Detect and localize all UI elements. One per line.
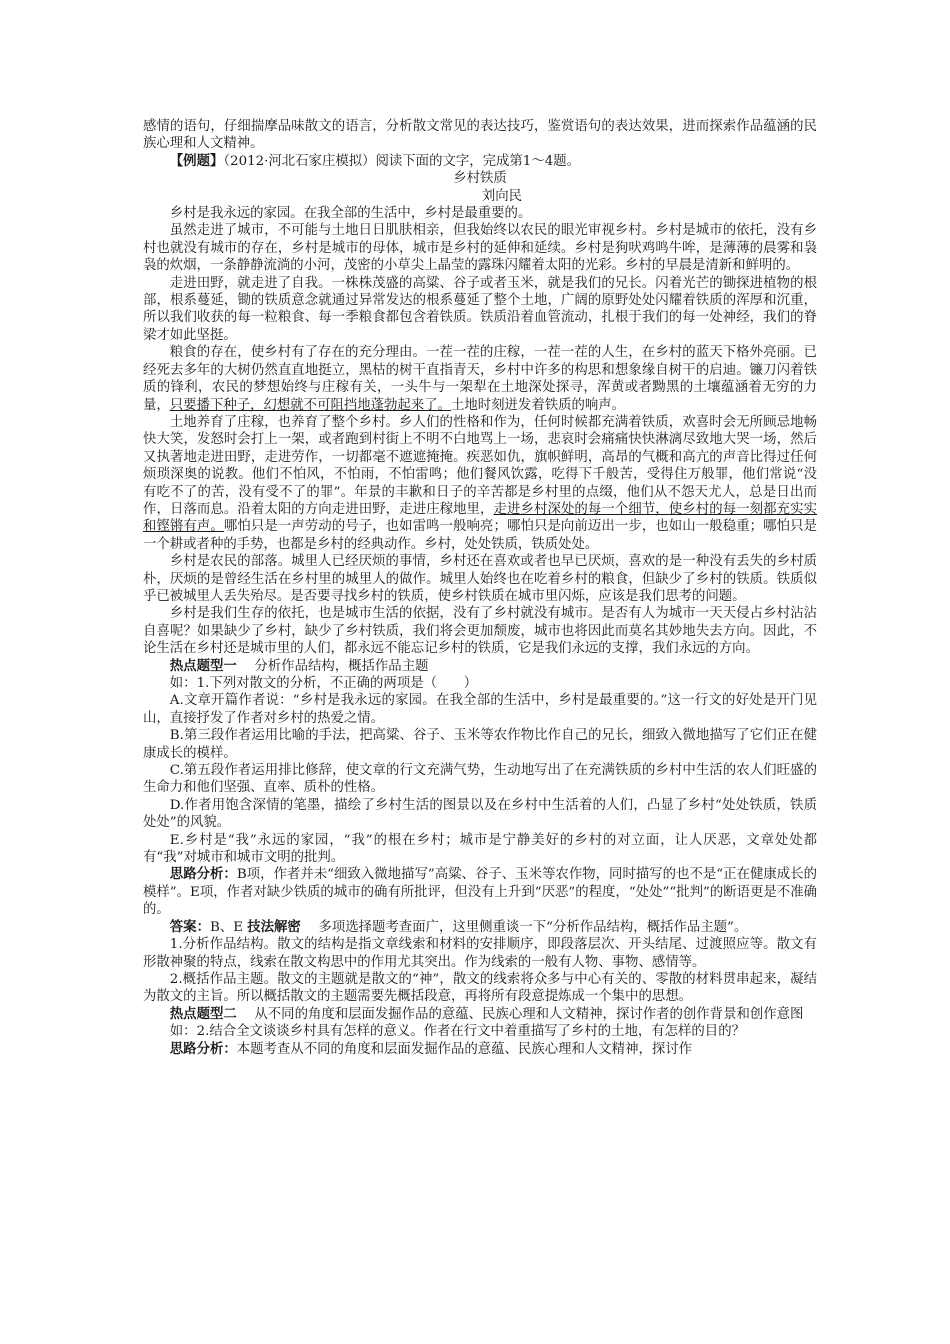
option-e: E.乡村是“我”永远的家园，“我”的根在乡村；城市是宁静美好的乡村的对立面，让人厌恶，文章处处都有“我”对城市和城市文明的批判。 [143, 832, 817, 866]
article-author: 刘向民 [481, 188, 523, 204]
analysis-1-label: 思路分析： [169, 866, 237, 883]
article-paragraph-5 [143, 414, 817, 553]
intro-text: 感情的语句，仔细揣摩品味散文的语言，分析散文常见的表达技巧，鉴赏语句的表达效果，进而探索作品蕴涵的民族心理和人文精神。 [143, 119, 817, 152]
paragraph-5-text-a: 土地养育了庄稼，也养育了整个乡村。乡人们的性格和作为，任何时候都充满着铁质，欢喜时会无所顾忌地畅快大笑，发怒时会打上一架，或者跑到村街上不明不白地骂上一场，悲哀时会痛痛快快淋漓尽致地大哭一场，然后又执著地走进田野，走进劳作，一切都毫不遮遮掩掩。疾恶如仇，旗帜鲜明，高昂的气概和高亢的声音比得过任何烦琐深奥的说教。他们不怕风，不怕雨，不怕雷鸣；他们餐风饮露，吃得下千般苦，受得住万般罪，他们常说“没有吃不了的苦，没有受不了的罪”。年景的丰歉和日子的辛苦都是乡村里的点缀，他们从不怨天尤人，总是日出而作，日落而息。沿着太阳的方向走进田野，走进庄稼地里， [143, 414, 817, 517]
option-a: A.文章开篇作者说：“乡村是我永远的家园。在我全部的生活中，乡村是最重要的。”这一行文的好处是开门见山，直接抒发了作者对乡村的热爱之情。 [143, 693, 817, 726]
article-title: 乡村铁质 [453, 171, 507, 187]
paragraph-4-text-b: 土地时刻迸发着铁质的响声。 [450, 397, 626, 413]
article-paragraph-4 [143, 344, 817, 414]
example-heading [143, 153, 817, 170]
hot-type-2-heading [143, 1006, 817, 1023]
answer-value: B、E [209, 919, 243, 935]
article-paragraph-2: 虽然走进了城市，不可能与土地日日肌肤相亲，但我始终以农民的眼光审视乡村。乡村是城市的依托，没有乡村也就没有城市的存在，乡村是城市的母体，城市是乡村的延伸和延续。乡村是狗吠鸡鸣牛哞，是薄薄的晨雾和袅袅的炊烟，一条静静流淌的小河，茂密的小草尖上晶莹的露珠闪耀着太阳的光彩。乡村的早晨是清新和鲜明的。 [143, 223, 817, 274]
article-paragraph-7: 乡村是我们生存的依托，也是城市生活的依据，没有了乡村就没有城市。是否有人为城市一天天侵占乡村沾沾自喜呢？如果缺少了乡村，缺少了乡村铁质，我们将会更加颓废，城市也将因此而莫名其妙地失去方向。因此，不论生活在乡村还是城市里的人们，都永远不能忘记乡村的铁质，它是我们永远的支撑，我们永远的方向。 [143, 606, 817, 657]
option-b: B.第三段作者运用比喻的手法，把高粱、谷子、玉米等农作物比作自己的兄长，细致入微地描写了它们正在健康成长的模样。 [143, 728, 817, 761]
article-paragraph-6: 乡村是农民的部落。城里人已经厌烦的事情，乡村还在喜欢或者也早已厌烦，喜欢的是一种没有丢失的乡村质朴，厌烦的是曾经生活在乡村里的城里人的做作。城里人始终也在吃着乡村的粮食，但缺少了乡村的铁质。铁质似乎已被城里人丢失殆尽。是否要寻找乡村的铁质，使乡村铁质在城市里闪烁，应该是我们思考的问题。 [143, 554, 817, 604]
article-paragraph-1: 乡村是我永远的家园。在我全部的生活中，乡村是最重要的。 [169, 206, 532, 222]
article-paragraph-3: 走进田野，就走进了自我。一株株茂盛的高粱、谷子或者玉米，就是我们的兄长。闪着光芒的锄探进植物的根部，根系蔓延，锄的铁质意念就通过异常发达的根系蔓延了整个土地，广阔的原野处处闪耀着铁质的浑厚和沉重，所以我们收获的每一粒粮食、每一季粮食都包含着铁质。铁质沿着血管流动，扎根于我们的每一处神经，我们的脊梁才如此坚挺。 [143, 275, 817, 343]
analysis-1 [143, 866, 817, 918]
answer-label: 答案： [169, 918, 210, 935]
underlined-sentence-2: 走进乡村深处的每一个细节，使乡村的每一刻都充实实和铿锵有声。 [143, 501, 818, 535]
document-page [143, 118, 817, 1058]
skill-label: 技法解密 [247, 918, 301, 935]
answer-1 [143, 919, 817, 936]
point-1: 1.分析作品结构。散文的结构是指文章线索和材料的安排顺序，即段落层次、开头结尾、过渡照应等。散文有形散神聚的特点，线索在散文构思中的作用尤其突出。作为线索的一般有人物、事物、感情等。 [143, 937, 817, 970]
example-text: （2012·河北石家庄模拟）阅读下面的文字，完成第1～4题。 [223, 153, 581, 169]
example-label: 【例题】 [169, 152, 224, 169]
hot-type-1-heading [143, 658, 817, 675]
paragraph-5-text-b: 哪怕只是一声劳动的号子，也如雷鸣一般响亮；哪怕只是向前迈出一步，也如山一般稳重；哪怕只是一个耕或者种的手势，也都是乡村的经典动作。乡村，处处铁质，铁质处处。 [143, 519, 817, 552]
option-c: C.第五段作者运用排比修辞，使文章的行文充满气势，生动地写出了在充满铁质的乡村中生活的农人们旺盛的生命力和他们坚强、直率、质朴的性格。 [143, 763, 817, 796]
question-2: 如：2.结合全文谈谈乡村具有怎样的意义。作者在行文中着重描写了乡村的土地，有怎样的目的？ [169, 1024, 745, 1040]
hot-type-1-title: 分析作品结构，概括作品主题 [254, 658, 429, 674]
point-2: 2.概括作品主题。散文的主题就是散文的“神”，散文的线索将众多与中心有关的、零散的材料贯串起来，凝结为散文的主旨。所以概括散文的主题需要先概括段意，再将所有段意提炼成一个集中的思想。 [143, 971, 817, 1005]
analysis-2 [143, 1041, 817, 1058]
question-1: 如：1.下列对散文的分析，不正确的两项是（ ） [169, 676, 478, 691]
hot-type-2-label: 热点题型二 [169, 1005, 237, 1022]
hot-type-1-label: 热点题型一 [169, 657, 237, 674]
hot-type-2-title: 从不同的角度和层面发掘作品的意蕴、民族心理和人文精神，探讨作者的创作背景和创作意图 [254, 1006, 804, 1022]
option-d: D.作者用饱含深情的笔墨，描绘了乡村生活的图景以及在乡村中生活着的人们，凸显了乡村“处处铁质，铁质处处”的风貌。 [143, 797, 817, 831]
analysis-1-text: B项，作者并未“细致入微地描写”高粱、谷子、玉米等农作物，同时描写的也不是“正在健康成长的模样”。E项，作者对缺少铁质的城市的确有所批评，但没有上升到“厌恶”的程度，“处处”“批判”的断语更是不准确的。 [143, 867, 818, 918]
analysis-2-label: 思路分析： [169, 1040, 237, 1057]
skill-text: 多项选择题考查面广，这里侧重谈一下“分析作品结构，概括作品主题”。 [318, 919, 748, 935]
analysis-2-text: 本题考查从不同的角度和层面发掘作品的意蕴、民族心理和人文精神，探讨作 [236, 1041, 693, 1057]
paragraph-4-text-a: 粮食的存在，使乡村有了存在的充分理由。一茬一茬的庄稼，一茬一茬的人生，在乡村的蓝天下格外亮丽。已经死去多年的大树仍然直直地挺立，黑枯的树干直指青天，乡村中许多的构思和想象缘自树干的启迪。镰刀闪着铁质的锋利，农民的梦想始终与庄稼有关，一头牛与一架犁在土地深处探寻，浑黄或者黝黑的土壤蕴涵着无穷的力量， [143, 345, 817, 413]
underlined-sentence-1: 只要播下种子，幻想就不可阻挡地蓬勃起来了。 [169, 397, 451, 413]
